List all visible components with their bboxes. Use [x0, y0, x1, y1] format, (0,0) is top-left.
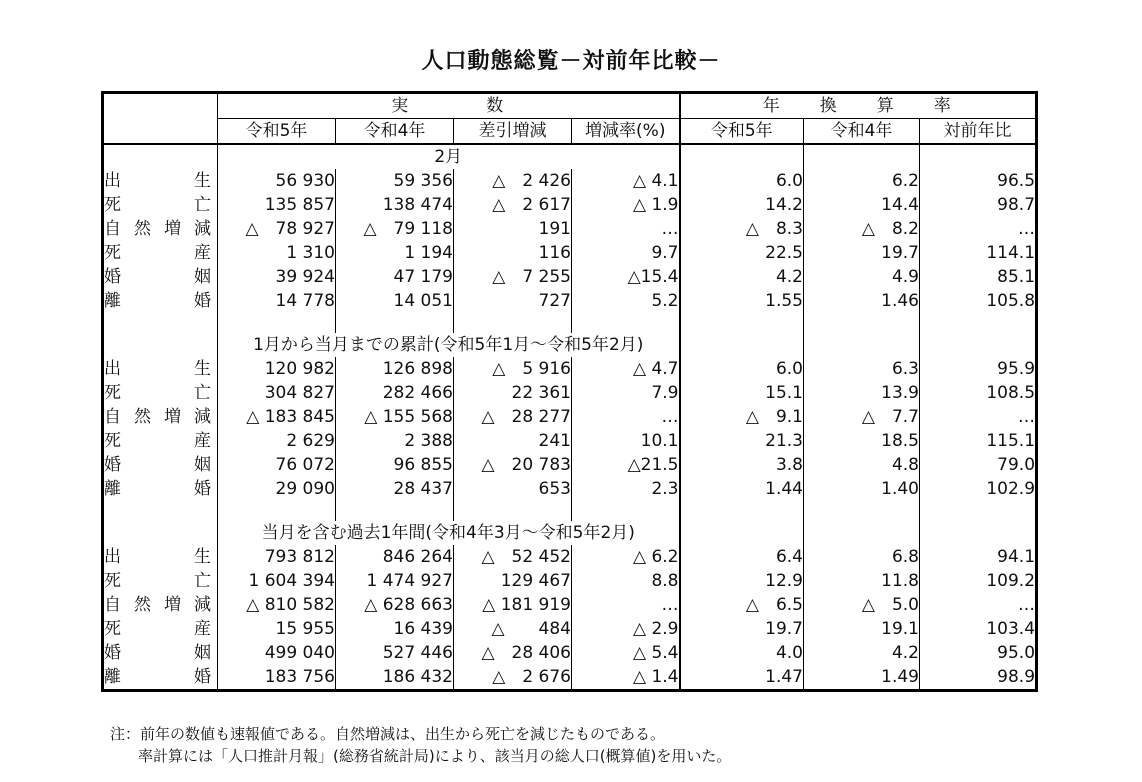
row-label — [103, 429, 218, 453]
data-cell: 10.1 — [572, 429, 680, 453]
row-label-char: 婚 — [194, 667, 211, 687]
row-label-text — [104, 265, 217, 289]
row-label-text — [104, 241, 217, 265]
data-cell: 191 — [454, 217, 572, 241]
data-cell: △ 183 845 — [218, 405, 336, 429]
footnote-2: 率計算には「人口推計月報」(総務省統計局)により、該当月の総人口(概算値)を用いた。 — [138, 747, 732, 765]
data-cell: 4.8 — [804, 453, 920, 477]
data-cell: 85.1 — [920, 265, 1037, 289]
data-cell: 135 857 — [218, 193, 336, 217]
data-cell: 102.9 — [920, 477, 1037, 501]
data-cell: △ 484 — [454, 617, 572, 641]
data-cell: 9.7 — [572, 241, 680, 265]
row-label-text — [104, 357, 217, 381]
data-cell: △ 28 406 — [454, 641, 572, 665]
row-label-char: 自 — [104, 595, 121, 615]
table-row — [103, 169, 1037, 193]
data-cell: 96 855 — [336, 453, 454, 477]
row-label-char: 死 — [104, 431, 121, 451]
row-label-text — [104, 617, 217, 641]
data-cell: △ 2 676 — [454, 665, 572, 691]
row-label-char: 死 — [104, 383, 121, 403]
data-cell: 183 756 — [218, 665, 336, 691]
data-cell: … — [572, 217, 680, 241]
row-label-char: 増 — [164, 219, 181, 239]
row-label-char: 減 — [194, 595, 211, 615]
data-cell: △ 28 277 — [454, 405, 572, 429]
data-cell: 282 466 — [336, 381, 454, 405]
data-cell: △ 9.1 — [680, 405, 804, 429]
row-label — [103, 241, 218, 265]
row-label — [103, 265, 218, 289]
row-label-char: 婚 — [104, 643, 121, 663]
table-row — [103, 593, 1037, 617]
row-label-char: 生 — [194, 547, 211, 567]
data-cell: △ 2.9 — [572, 617, 680, 641]
data-cell: 5.2 — [572, 289, 680, 313]
data-cell: △ 1.9 — [572, 193, 680, 217]
table-row — [103, 217, 1037, 241]
group-header-rate: 年 換 算 率 — [680, 93, 1037, 119]
row-label-char: 減 — [194, 407, 211, 427]
data-cell: 793 812 — [218, 545, 336, 569]
table-row — [103, 357, 1037, 381]
data-cell: 95.0 — [920, 641, 1037, 665]
data-cell: 6.3 — [804, 357, 920, 381]
data-cell: 39 924 — [218, 265, 336, 289]
section-spacer — [103, 501, 1037, 521]
table-row — [103, 665, 1037, 691]
data-cell: 14.2 — [680, 193, 804, 217]
data-cell: △ 6.2 — [572, 545, 680, 569]
table-row — [103, 381, 1037, 405]
data-cell: △ 810 582 — [218, 593, 336, 617]
table-body — [103, 144, 1037, 691]
row-label-char: 増 — [164, 595, 181, 615]
data-cell: 6.4 — [680, 545, 804, 569]
data-cell: 15 955 — [218, 617, 336, 641]
data-cell: 1 474 927 — [336, 569, 454, 593]
data-cell: 16 439 — [336, 617, 454, 641]
data-cell: △ 8.2 — [804, 217, 920, 241]
table-header — [103, 93, 1037, 145]
data-cell: 4.0 — [680, 641, 804, 665]
row-label-text — [104, 569, 217, 593]
row-label-char: 亡 — [194, 571, 211, 591]
table-row — [103, 569, 1037, 593]
data-cell: 527 446 — [336, 641, 454, 665]
row-label — [103, 593, 218, 617]
data-cell: 13.9 — [804, 381, 920, 405]
table-row — [103, 265, 1037, 289]
data-cell: 4.9 — [804, 265, 920, 289]
row-label-char: 出 — [104, 359, 121, 379]
data-cell: 1 194 — [336, 241, 454, 265]
row-label — [103, 545, 218, 569]
row-label-char: 婚 — [194, 479, 211, 499]
data-cell: 4.2 — [680, 265, 804, 289]
data-cell: 21.3 — [680, 429, 804, 453]
data-cell: 126 898 — [336, 357, 454, 381]
data-cell: △ 20 783 — [454, 453, 572, 477]
row-label-text — [104, 169, 217, 193]
data-cell: 103.4 — [920, 617, 1037, 641]
data-cell: 18.5 — [804, 429, 920, 453]
row-label — [103, 289, 218, 313]
vital-statistics-table — [101, 91, 1038, 692]
data-cell: 727 — [454, 289, 572, 313]
data-cell: 1 604 394 — [218, 569, 336, 593]
data-cell: 304 827 — [218, 381, 336, 405]
data-cell: 1.46 — [804, 289, 920, 313]
data-cell: 76 072 — [218, 453, 336, 477]
data-cell: △ 2 426 — [454, 169, 572, 193]
data-cell: 499 040 — [218, 641, 336, 665]
data-cell: 14 051 — [336, 289, 454, 313]
row-label-char: 亡 — [194, 195, 211, 215]
row-label-char: 死 — [104, 195, 121, 215]
data-cell: 22 361 — [454, 381, 572, 405]
row-label — [103, 405, 218, 429]
row-label-char: 亡 — [194, 383, 211, 403]
data-cell: △ 4.7 — [572, 357, 680, 381]
row-label-text — [104, 405, 217, 429]
row-label-char: 離 — [104, 667, 121, 687]
data-cell: 19.7 — [680, 617, 804, 641]
row-label-text — [104, 593, 217, 617]
row-label — [103, 641, 218, 665]
data-cell: △ 4.1 — [572, 169, 680, 193]
data-cell: 79.0 — [920, 453, 1037, 477]
data-cell: 1.55 — [680, 289, 804, 313]
column-header: 令和4年 — [336, 119, 454, 145]
data-cell: 19.1 — [804, 617, 920, 641]
data-cell: 12.9 — [680, 569, 804, 593]
row-label — [103, 217, 218, 241]
row-label-text — [104, 453, 217, 477]
data-cell: △ 8.3 — [680, 217, 804, 241]
section-title: 当月を含む過去1年間(令和4年3月～令和5年2月) — [218, 521, 680, 545]
row-label-header — [103, 93, 218, 145]
row-label — [103, 381, 218, 405]
data-cell: 94.1 — [920, 545, 1037, 569]
data-cell: 29 090 — [218, 477, 336, 501]
row-label — [103, 617, 218, 641]
row-label-char: 離 — [104, 479, 121, 499]
data-cell: 108.5 — [920, 381, 1037, 405]
data-cell: 186 432 — [336, 665, 454, 691]
section-title: 2月 — [218, 144, 680, 169]
data-cell: 96.5 — [920, 169, 1037, 193]
data-cell: 114.1 — [920, 241, 1037, 265]
row-label-text — [104, 545, 217, 569]
row-label-char: 出 — [104, 547, 121, 567]
column-header: 増減率(%) — [572, 119, 680, 145]
data-cell: △ 5 916 — [454, 357, 572, 381]
data-cell: 7.9 — [572, 381, 680, 405]
data-cell: 6.0 — [680, 169, 804, 193]
row-label-char: 死 — [104, 619, 121, 639]
data-cell: 3.8 — [680, 453, 804, 477]
row-label-char: 然 — [134, 407, 151, 427]
data-cell: △ 155 568 — [336, 405, 454, 429]
table-row — [103, 241, 1037, 265]
row-label-char: 自 — [104, 219, 121, 239]
row-label-text — [104, 477, 217, 501]
data-cell: △ 1.4 — [572, 665, 680, 691]
data-cell: △15.4 — [572, 265, 680, 289]
row-label-char: 姻 — [194, 643, 211, 663]
column-header: 対前年比 — [920, 119, 1037, 145]
page-title: 人口動態総覧－対前年比較－ — [421, 49, 721, 74]
row-label-text — [104, 193, 217, 217]
row-label-char: 姻 — [194, 267, 211, 287]
data-cell: 8.8 — [572, 569, 680, 593]
row-label — [103, 477, 218, 501]
row-label-char: 婚 — [104, 267, 121, 287]
row-label-char: 死 — [104, 243, 121, 263]
data-cell: △ 7 255 — [454, 265, 572, 289]
row-label-char: 産 — [194, 243, 211, 263]
data-cell: … — [572, 405, 680, 429]
data-cell: 1.49 — [804, 665, 920, 691]
data-cell: 109.2 — [920, 569, 1037, 593]
section-title-row — [103, 333, 1037, 357]
table-row — [103, 477, 1037, 501]
row-label-char: 離 — [104, 291, 121, 311]
data-cell: 98.7 — [920, 193, 1037, 217]
data-cell: 6.0 — [680, 357, 804, 381]
data-cell: 1 310 — [218, 241, 336, 265]
data-cell: △ 78 927 — [218, 217, 336, 241]
data-cell: △ 181 919 — [454, 593, 572, 617]
data-cell: 6.8 — [804, 545, 920, 569]
row-label-char: 姻 — [194, 455, 211, 475]
data-cell: 653 — [454, 477, 572, 501]
data-cell: 22.5 — [680, 241, 804, 265]
data-cell: 2 388 — [336, 429, 454, 453]
data-cell: △ 52 452 — [454, 545, 572, 569]
data-cell: △ 2 617 — [454, 193, 572, 217]
row-label-char: 産 — [194, 619, 211, 639]
section-title-row — [103, 521, 1037, 545]
section-spacer — [103, 313, 1037, 333]
data-cell: 2.3 — [572, 477, 680, 501]
data-cell: 138 474 — [336, 193, 454, 217]
row-label-char: 婚 — [104, 455, 121, 475]
data-cell: △ 5.0 — [804, 593, 920, 617]
table-row — [103, 429, 1037, 453]
row-label-char: 出 — [104, 171, 121, 191]
row-label-char: 然 — [134, 219, 151, 239]
data-cell: 846 264 — [336, 545, 454, 569]
data-cell: … — [920, 593, 1037, 617]
data-cell: 129 467 — [454, 569, 572, 593]
data-cell: 2 629 — [218, 429, 336, 453]
row-label — [103, 169, 218, 193]
data-cell: 28 437 — [336, 477, 454, 501]
column-header: 令和4年 — [804, 119, 920, 145]
data-cell: 15.1 — [680, 381, 804, 405]
data-cell: 241 — [454, 429, 572, 453]
group-header-actual: 実 数 — [218, 93, 680, 119]
data-cell: △ 7.7 — [804, 405, 920, 429]
footnote-1: 注：前年の数値も速報値である。自然増減は、出生から死亡を減じたものである。 — [110, 725, 666, 743]
row-label-text — [104, 381, 217, 405]
data-cell: 14 778 — [218, 289, 336, 313]
table-row — [103, 617, 1037, 641]
row-label — [103, 453, 218, 477]
data-cell: 19.7 — [804, 241, 920, 265]
data-cell: 116 — [454, 241, 572, 265]
row-label-text — [104, 289, 217, 313]
data-cell: 95.9 — [920, 357, 1037, 381]
data-cell: 14.4 — [804, 193, 920, 217]
table-row — [103, 193, 1037, 217]
row-label-char: 自 — [104, 407, 121, 427]
table-row — [103, 405, 1037, 429]
row-label-char: 産 — [194, 431, 211, 451]
data-cell: 11.8 — [804, 569, 920, 593]
data-cell: 1.40 — [804, 477, 920, 501]
data-cell: … — [572, 593, 680, 617]
table-row — [103, 453, 1037, 477]
row-label-char: 減 — [194, 219, 211, 239]
data-cell: 1.47 — [680, 665, 804, 691]
row-label-char: 婚 — [194, 291, 211, 311]
row-label-char: 生 — [194, 171, 211, 191]
row-label — [103, 665, 218, 691]
data-cell: 6.2 — [804, 169, 920, 193]
row-label-text — [104, 429, 217, 453]
row-label-text — [104, 641, 217, 665]
data-cell: 59 356 — [336, 169, 454, 193]
row-label — [103, 357, 218, 381]
table-row — [103, 545, 1037, 569]
data-cell: … — [920, 217, 1037, 241]
section-title-row — [103, 144, 1037, 169]
row-label-text — [104, 665, 217, 689]
table-row — [103, 289, 1037, 313]
row-label-char: 然 — [134, 595, 151, 615]
row-label-char: 死 — [104, 571, 121, 591]
row-label — [103, 569, 218, 593]
row-label-text — [104, 217, 217, 241]
column-header: 差引増減 — [454, 119, 572, 145]
data-cell: 4.2 — [804, 641, 920, 665]
data-cell: 98.9 — [920, 665, 1037, 691]
data-cell: 120 982 — [218, 357, 336, 381]
data-cell: 105.8 — [920, 289, 1037, 313]
data-cell: △ 6.5 — [680, 593, 804, 617]
column-header: 令和5年 — [680, 119, 804, 145]
data-cell: △ 5.4 — [572, 641, 680, 665]
data-cell: △21.5 — [572, 453, 680, 477]
data-cell: 47 179 — [336, 265, 454, 289]
row-label-char: 増 — [164, 407, 181, 427]
table-row — [103, 641, 1037, 665]
row-label — [103, 193, 218, 217]
section-title: 1月から当月までの累計(令和5年1月～令和5年2月) — [218, 333, 680, 357]
data-cell: 1.44 — [680, 477, 804, 501]
data-cell: 56 930 — [218, 169, 336, 193]
data-cell: … — [920, 405, 1037, 429]
data-cell: △ 628 663 — [336, 593, 454, 617]
data-cell: △ 79 118 — [336, 217, 454, 241]
row-label-char: 生 — [194, 359, 211, 379]
data-cell: 115.1 — [920, 429, 1037, 453]
column-header: 令和5年 — [218, 119, 336, 145]
